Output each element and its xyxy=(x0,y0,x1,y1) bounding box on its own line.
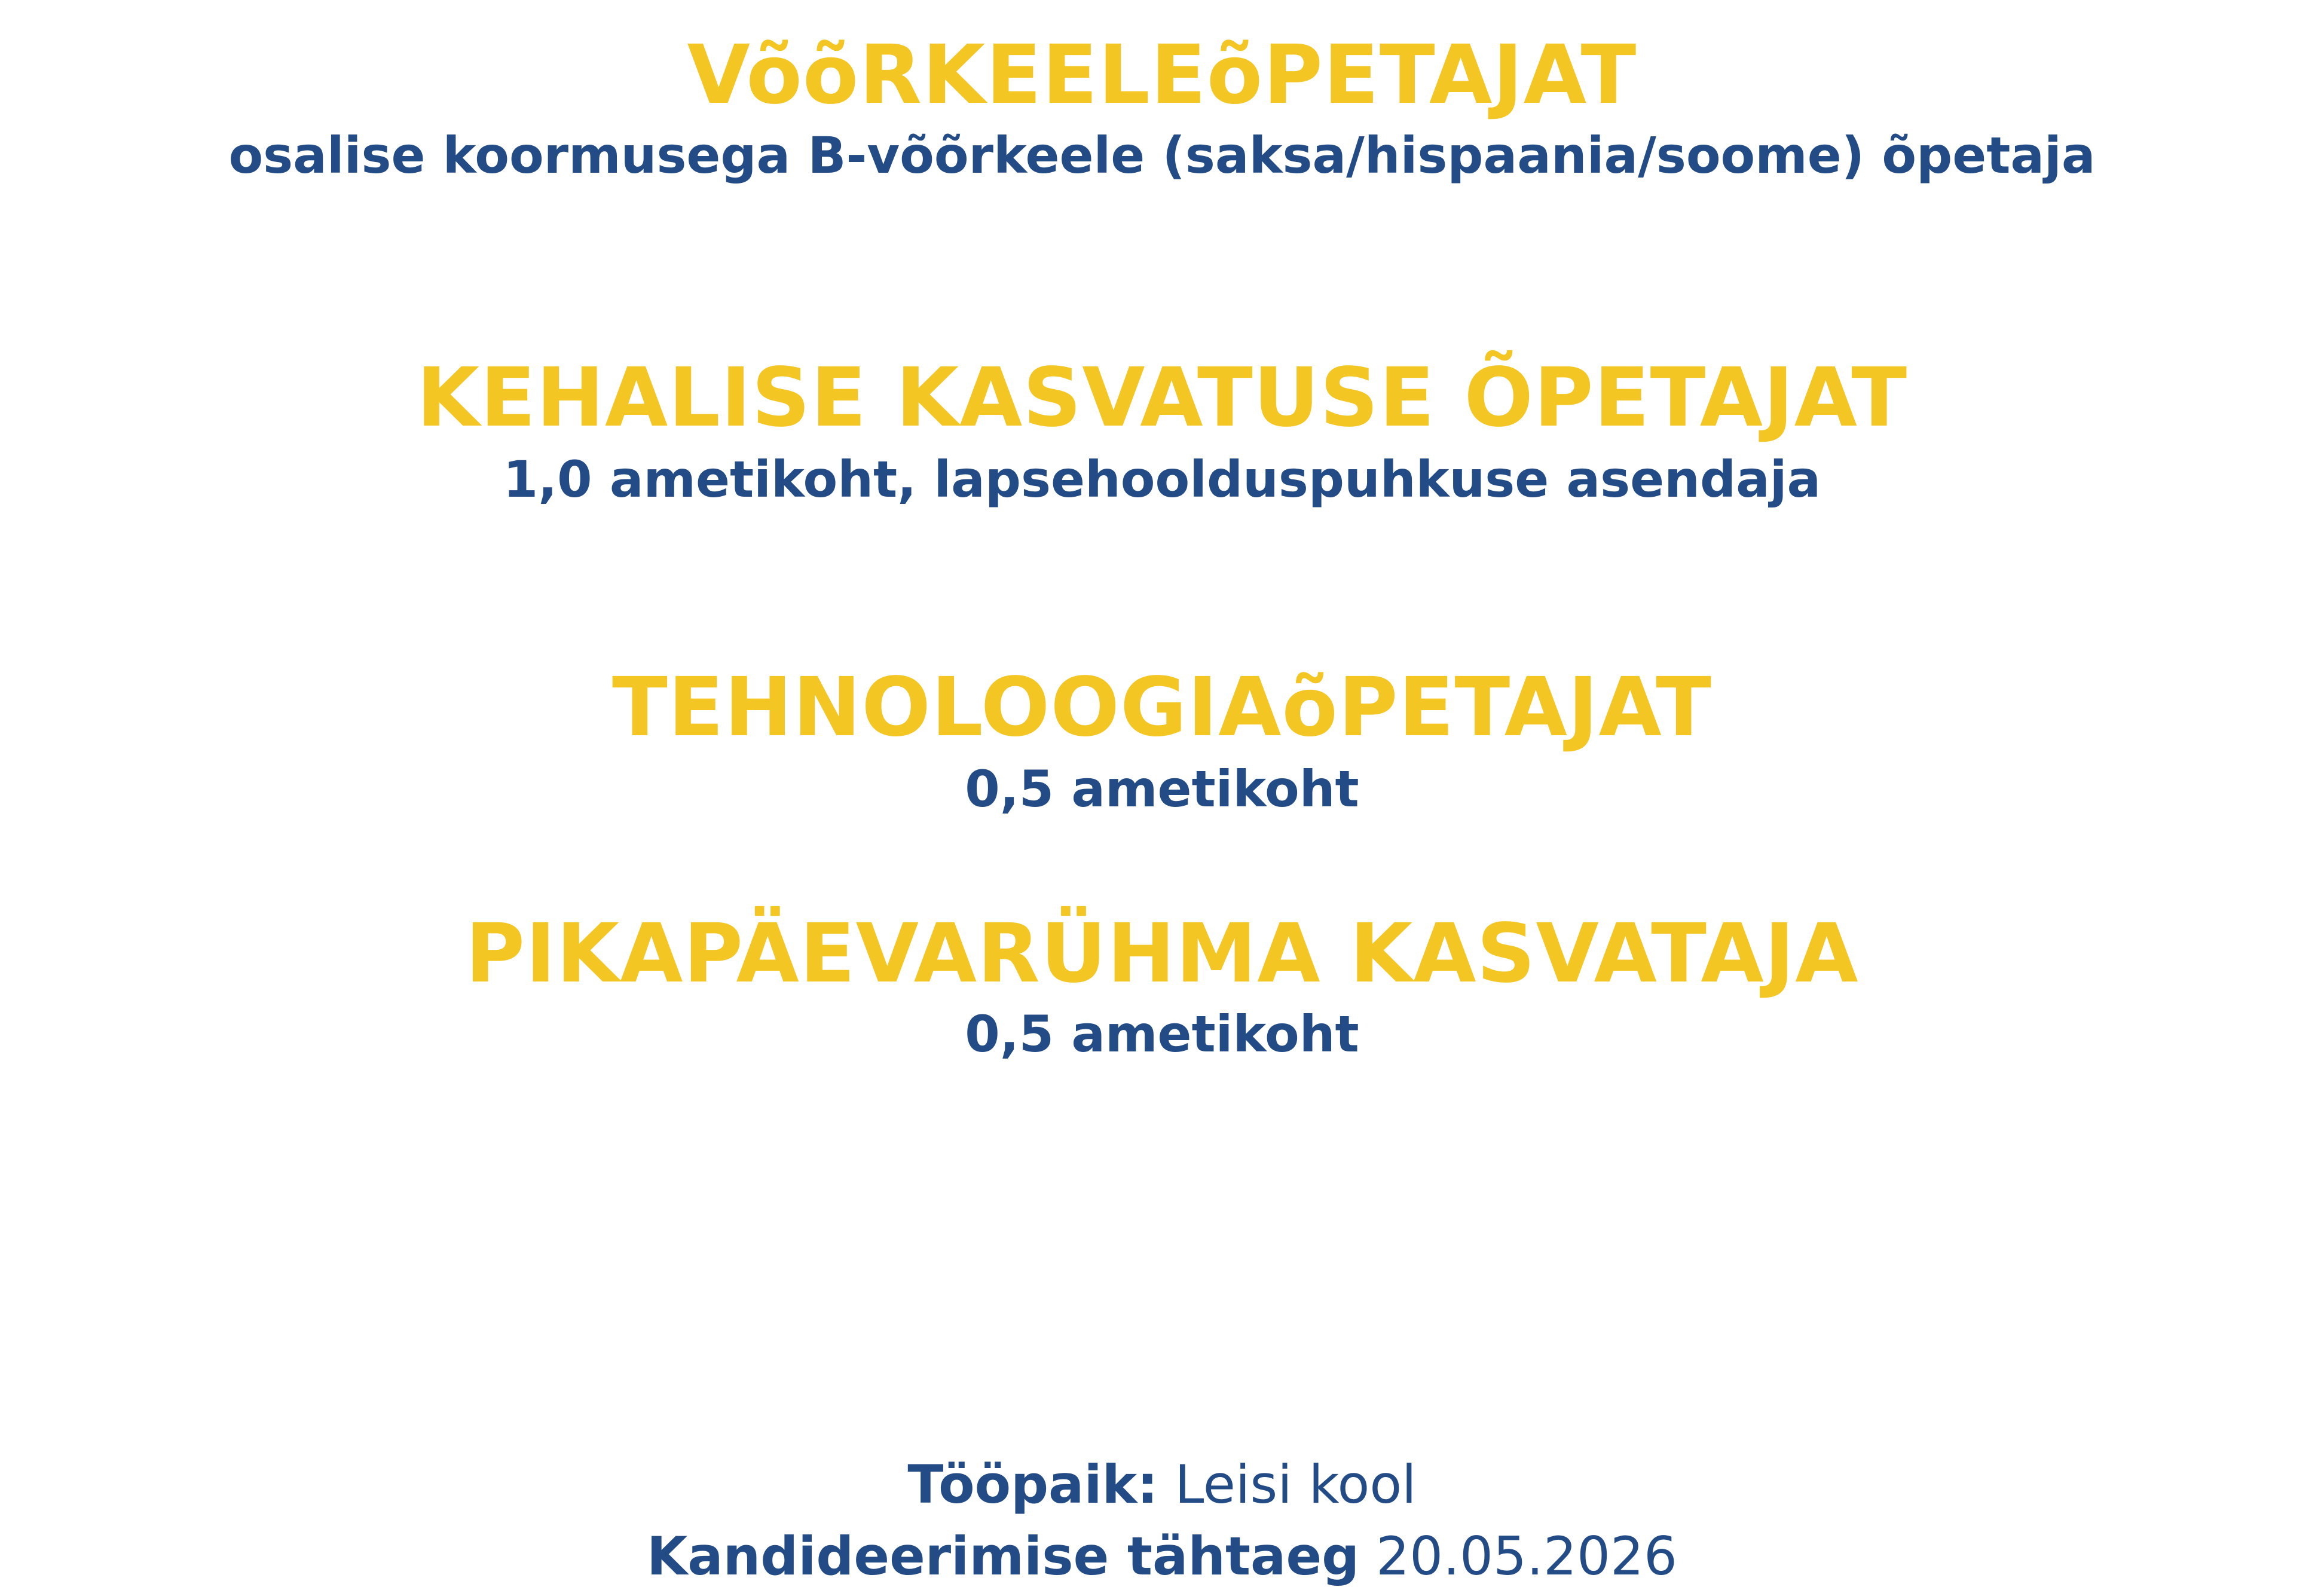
deadline-line xyxy=(0,1525,2324,1587)
position-subtitle: 0,5 ametikoht xyxy=(965,1005,1359,1063)
position-4-detail xyxy=(0,1005,2324,1063)
position-subtitle: osalise koormusega B-võõrkeele (saksa/hispaania/soome) õpetaja xyxy=(228,126,2096,185)
deadline-value: 20.05.2026 xyxy=(1376,1525,1677,1587)
position-title: VõõRKEELEõPETAJAT xyxy=(687,28,1637,123)
position-1 xyxy=(0,28,2324,123)
position-4 xyxy=(0,907,2324,1001)
position-title: TEHNOLOOGIAõPETAJAT xyxy=(612,661,1712,755)
position-subtitle: 1,0 ametikoht, lapsehoolduspuhkuse asendaja xyxy=(503,450,1821,509)
deadline-label: Kandideerimise tähtaeg xyxy=(647,1525,1360,1587)
workplace-value: Leisi kool xyxy=(1175,1454,1417,1515)
workplace-label: Tööpaik: xyxy=(907,1454,1158,1515)
position-2 xyxy=(0,351,2324,445)
position-title: KEHALISE KASVATUSE ÕPETAJAT xyxy=(416,351,1908,445)
position-subtitle: 0,5 ametikoht xyxy=(965,760,1359,818)
position-3 xyxy=(0,661,2324,755)
position-1-detail xyxy=(0,126,2324,185)
position-title: PIKAPÄEVARÜHMA KASVATAJA xyxy=(465,907,1859,1001)
position-2-detail xyxy=(0,450,2324,509)
workplace-line xyxy=(0,1454,2324,1515)
position-3-detail xyxy=(0,760,2324,818)
